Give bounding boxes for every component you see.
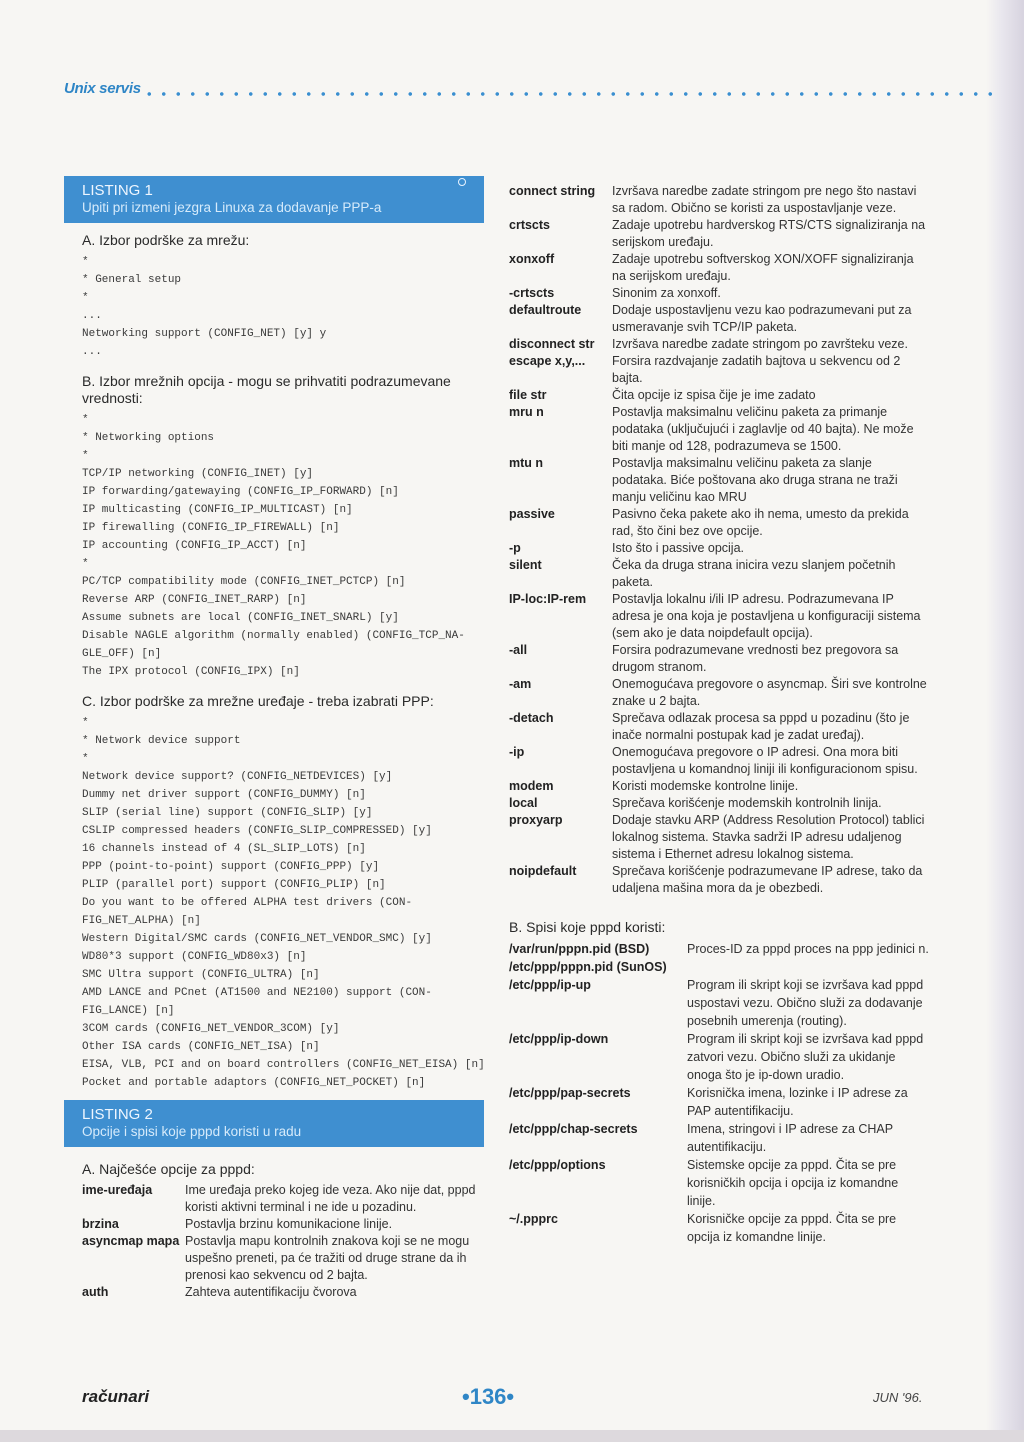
list-item: /etc/ppp/pap-secrets Korisnička imena, lozinke i IP adrese za PAP autentifikaciju. <box>509 1086 908 1118</box>
listing-1-code-b: * * Networking options * TCP/IP networking (CONFIG_INET) [y] IP forwarding/gatewaying (CONFIG_IP_FORWARD) [n] IP multicasting (CONFIG_IP_MULTICAST) [n] IP firewalling (CONFIG_IP_FIREWALL) [n] IP accounting (CONFIG_IP_ACCT) [n] * PC/TCP compatibility mode (CONFIG_INET_PCTCP) [n] Reverse ARP (CONFIG_INET_RARP) [n] Assume subnets are local (CONFIG_INET_SNARL) [y] Disable NAGLE algorithm (normally enabled) (CONFIG_TCP_NA- GLE_OFF) [n] The IPX protocol (CONFIG_IPX) [n] <box>82 414 465 678</box>
left-column <box>64 176 484 1301</box>
listing-1-title: LISTING 1 <box>82 182 153 199</box>
list-item: crtscts Zadaje upotrebu hardverskog RTS/CTS signaliziranja na serijskom uređaju. <box>509 218 926 249</box>
pppd-files-list <box>509 940 929 1246</box>
list-item: /var/run/pppn.pid (BSD) Proces-ID za pppd proces na ppp jedinici n. <box>509 942 929 956</box>
page-bottom-edge <box>0 1430 1024 1442</box>
list-item: -detach Sprečava odlazak procesa sa pppd u pozadinu (što je inače normalni postupak kad je zadat uređaj). <box>509 711 910 742</box>
list-item: proxyarp Dodaje stavku ARP (Address Resolution Protocol) tablici lokalnog sistema. Stavka sadrži IP adresu udaljenog sistema i Ethernet adresu lokalnog sistema. <box>509 813 925 861</box>
list-item: disconnect str Izvršava naredbe zadate stringom po završteku veze. <box>509 337 908 351</box>
list-item: mru n Postavlja maksimalnu veličinu paketa za primanje podataka (uključujući i zaglavlje od 40 bajta). Ne može biti manje od 128, podrazumeva se 1500. <box>509 405 914 453</box>
page-edge-shadow <box>986 0 1024 1442</box>
circle-icon <box>458 178 466 186</box>
list-item: /etc/ppp/ip-up Program ili skript koji se izvršava kad pppd uspostavi vezu. Obično služi za dodavanje posebnih umerenja (routing). <box>509 978 924 1028</box>
list-item: file str Čita opcije iz spisa čije je ime zadato <box>509 388 816 402</box>
list-item: passive Pasivno čeka pakete ako ih nema, umesto da prekida rad, što čini bez ove opcije. <box>509 507 909 538</box>
list-item: silent Čeka da druga strana inicira vezu slanjem početnih paketa. <box>509 558 896 589</box>
list-item: -all Forsira podrazumevane vrednosti bez pregovora sa drugom stranom. <box>509 643 899 674</box>
page-number: •136• <box>462 1384 515 1409</box>
listing-1-code-a: * * General setup * ... Networking support (CONFIG_NET) [y] y ... <box>82 256 327 358</box>
list-item: /etc/ppp/pppn.pid (SunOS) <box>509 960 667 974</box>
list-item: local Sprečava korišćenje modemskih kontrolnih linija. <box>509 796 882 810</box>
page-header <box>64 80 934 110</box>
listing-1-heading-b: B. Izbor mrežnih opcija - mogu se prihvatiti podrazumevane vrednosti: <box>82 373 451 406</box>
issue-date: JUN '96. <box>873 1390 923 1405</box>
list-item: modem Koristi modemske kontrolne linije. <box>509 779 799 793</box>
list-item: connect string Izvršava naredbe zadate stringom pre nego što nastavi sa radom. Obično se koristi za uspostavljanje veze. <box>509 184 917 215</box>
listing-1-heading-a: A. Izbor podrške za mrežu: <box>82 232 250 248</box>
listing-2-title: LISTING 2 <box>82 1106 153 1123</box>
list-item: noipdefault Sprečava korišćenje podrazumevane IP adrese, tako da udaljena mašina mora da je obezbedi. <box>509 864 923 895</box>
list-item: /etc/ppp/chap-secrets Imena, stringovi i IP adrese za CHAP autentifikaciju. <box>509 1122 893 1154</box>
list-item: mtu n Postavlja maksimalnu veličinu paketa za slanje podataka. Biće poštovana ako druga strana ne traži manju veličinu kao MRU <box>509 456 898 504</box>
magazine-name: računari <box>82 1387 150 1406</box>
dotted-rule <box>142 90 992 98</box>
list-item: -am Onemogućava pregovore o asyncmap. Širi sve kontrolne znake u 2 bajta. <box>509 677 927 708</box>
list-item: -p Isto što i passive opcija. <box>509 541 745 555</box>
list-item: defaultroute Dodaje uspostavljenu vezu kao podrazumevani put za usmeravanje svih TCP/IP paketa. <box>509 303 912 334</box>
listing-2-subtitle: Opcije i spisi koje pppd koristi u radu <box>82 1124 302 1139</box>
list-item: ~/.ppprc Korisničke opcije za pppd. Čita se pre opcija iz komandne linije. <box>509 1212 897 1244</box>
right-column <box>509 183 929 1246</box>
list-item: escape x,y,... Forsira razdvajanje zadatih bajtova u sekvencu od 2 bajta. <box>509 354 901 385</box>
listing-1-heading-c: C. Izbor podrške za mrežne uređaje - treba izabrati PPP: <box>82 693 434 709</box>
list-item: brzina Postavlja brzinu komunikacione linije. <box>82 1217 393 1231</box>
listing-2-options <box>82 1182 484 1301</box>
list-item: auth Zahteva autentifikaciju čvorova <box>82 1285 357 1299</box>
section-title: Unix servis <box>64 80 141 97</box>
listing-1-code-c: * * Network device support * Network device support? (CONFIG_NETDEVICES) [y] Dummy net driver support (CONFIG_DUMMY) [n] SLIP (serial line) support (CONFIG_SLIP) [y] CSLIP compressed headers (CONFIG_SLIP_COMPRESSED) [y] 16 channels instead of 4 (SL_SLIP_LOTS) [n] PPP (point-to-point) support (CONFIG_PPP) [y] PLIP (parallel port) support (CONFIG_PLIP) [n] Do you want to be offered ALPHA test drivers (CON- FIG_NET_ALPHA) [n] Western Digital/SMC cards (CONFIG_NET_VENDOR_SMC) [y] WD80*3 support (CONFIG_WD80x3) [n] SMC Ultra support (CONFIG_ULTRA) [n] AMD LANCE and PCnet (AT1500 and NE2100) support (CON- FIG_LANCE) [n] 3COM cards (CONFIG_NET_VENDOR_3COM) [y] Other ISA cards (CONFIG_NET_ISA) [n] EISA, VLB, PCI and on board controllers (CONFIG_NET_EISA) [n] Pocket and portable adaptors (CONFIG_NET_POCKET) [n] <box>82 717 485 1089</box>
list-item: ime-uređaja Ime uređaja preko kojeg ide veza. Ako nije dat, pppd koristi aktivni terminal i ne ide u pozadinu. <box>82 1183 476 1214</box>
listing-1-banner <box>64 176 484 223</box>
listing-2-banner <box>64 1100 484 1147</box>
list-item: IP-loc:IP-rem Postavlja lokalnu i/ili IP adresu. Podrazumevana IP adresa je ona koja je postavljena u konfiguraciji sistema (sem ako je data noipdefault opcija). <box>509 592 921 640</box>
list-item: /etc/ppp/ip-down Program ili skript koji se izvršava kad pppd zatvori vezu. Obično služi za ukidanje onoga što je ip-down uradio. <box>509 1032 924 1082</box>
list-item: asyncmap mapa Postavlja mapu kontrolnih znakova koji se ne mogu uspešno preneti, pa će tražiti od druge strane da ih prenosi kao sekvencu od 2 bajta. <box>82 1234 470 1282</box>
listing-2-heading-b: B. Spisi koje pppd koristi: <box>509 919 666 935</box>
listing-1-subtitle: Upiti pri izmeni jezgra Linuxa za dodavanje PPP-a <box>82 200 382 215</box>
pppd-options-list <box>509 183 929 897</box>
listing-2-heading-a: A. Najčešće opcije za pppd: <box>82 1161 255 1177</box>
list-item: -crtscts Sinonim za xonxoff. <box>509 286 721 300</box>
list-item: -ip Onemogućava pregovore o IP adresi. Ona mora biti postavljena u komandnoj liniji ili konfiguracionom spisu. <box>509 745 918 776</box>
list-item: /etc/ppp/options Sistemske opcije za pppd. Čita se pre korisničkih opcija i opcija iz komandne linije. <box>509 1158 899 1208</box>
list-item: xonxoff Zadaje upotrebu softverskog XON/XOFF signaliziranja na serijskom uređaju. <box>509 252 914 283</box>
